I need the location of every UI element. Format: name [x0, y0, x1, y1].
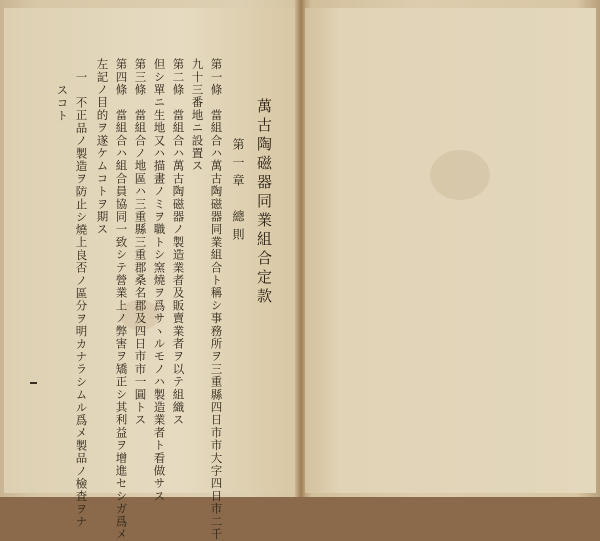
article-line: 第三條 當組合ノ地區ハ三重縣三重郡桑名郡及四日市市一圓トス — [133, 58, 148, 427]
margin-mark — [30, 382, 37, 384]
article-line: 但シ單ニ生地又ハ描畫ノミヲ職トシ窯燒ヲ爲サヽルモノハ製造業者ト看做サス — [152, 58, 167, 503]
article-line: スコト — [55, 84, 70, 123]
article-line: 第二條 當組合ハ萬古陶磁器ノ製造業者及販賣業者ヲ以テ組織ス — [171, 58, 186, 427]
article-line: 左記ノ目的ヲ遂ケムコトヲ期ス — [95, 58, 110, 236]
right-page-blank — [305, 8, 596, 493]
article-line: 第四條 當組合ハ組合員協同一致シテ營業上ノ弊害ヲ矯正シ其利益ヲ增進セシガ爲メ — [114, 58, 129, 541]
paper-stain — [430, 150, 490, 200]
article-line: 一 不正品ノ製造ヲ防止シ燒上良否ノ區分ヲ明カナラシムル爲メ製品ノ檢査ヲナ — [74, 71, 89, 529]
article-line: 九十三番地ニ設置ス — [190, 58, 205, 173]
vertical-text-block — [36, 58, 288, 541]
document-title: 萬古陶磁器同業組合定款 — [255, 98, 273, 307]
chapter-heading: 第一章 總則 — [231, 138, 245, 246]
article-line: 第一條 當組合ハ萬古陶磁器同業組合ト稱シ事務所ヲ三重縣四日市市大字四日市二千 — [209, 58, 224, 541]
